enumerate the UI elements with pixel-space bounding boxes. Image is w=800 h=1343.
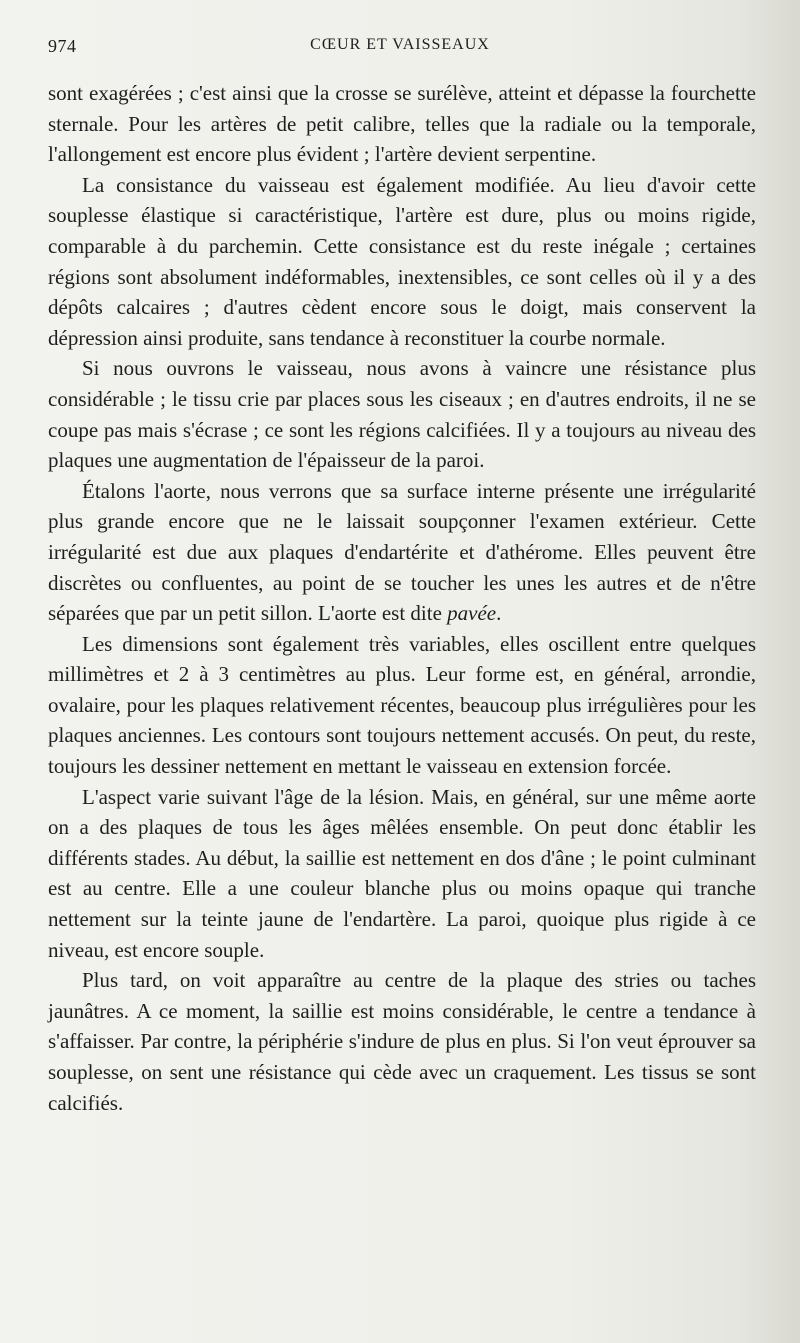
paragraph: La consistance du vaisseau est également modifiée. Au lieu d'avoir cette souplesse élastique si caractéristique, l'artère est dure, plus ou moins rigide, comparable à du parchemin. Cette consistance est du reste inégale ; certaines régions sont absolument indéformables, inextensibles, ce sont celles où il y a des dépôts calcaires ; d'autres cèdent encore sous le doigt, mais conservent la dépression ainsi produite, sans tendance à reconstituer la courbe normale. <box>48 172 756 350</box>
page-number: 974 <box>48 36 77 56</box>
page-header <box>48 36 752 62</box>
paragraph: Les dimensions sont également très variables, elles oscillent entre quelques millimètres et 2 à 3 centimètres au plus. Leur forme est, en général, arrondie, ovalaire, pour les plaques relativement récentes, beaucoup plus irrégulières pour les plaques anciennes. Les contours sont toujours nettement accusés. On peut, du reste, toujours les dessiner nettement en mettant le vaisseau en extension forcée. <box>48 631 756 779</box>
body-text <box>48 78 756 1118</box>
running-title: CŒUR ET VAISSEAUX <box>310 36 490 53</box>
paragraph: Plus tard, on voit apparaître au centre de la plaque des stries ou taches jaunâtres. A ce moment, la saillie est moins considérable, le centre a tendance à s'affaisser. Par contre, la périphérie s'indure de plus en plus. Si l'on veut éprouver sa souplesse, on sent une résistance qui cède avec un craquement. Les tissus se sont calcifiés. <box>48 968 756 1115</box>
italic-term: pavée <box>447 601 497 626</box>
paragraph: sont exagérées ; c'est ainsi que la crosse se surélève, atteint et dépasse la fourchette sternale. Pour les artères de petit calibre, telles que la radiale ou la temporale, l'allongement est encore plus évident ; l'artère devient serpentine. <box>48 81 756 167</box>
paragraph: Si nous ouvrons le vaisseau, nous avons à vaincre une résistance plus considérable ; le tissu crie par places sous les ciseaux ; en d'autres endroits, il ne se coupe pas mais s'écrase ; ce sont les régions calcifiées. Il y a toujours au niveau des plaques une augmentation de l'épaisseur de la paroi. <box>48 356 756 473</box>
paragraph <box>48 476 756 629</box>
paragraph: L'aspect varie suivant l'âge de la lésion. Mais, en général, sur une même aorte on a des plaques de tous les âges mêlées ensemble. On peut donc établir les différents stades. Au début, la saillie est nettement en dos d'âne ; le point culminant est au centre. Elle a une couleur blanche plus ou moins opaque qui tranche nettement sur la teinte jaune de l'endartère. La paroi, quoique plus rigide à ce niveau, est encore souple. <box>48 784 756 962</box>
paragraph-text-end: . <box>496 601 502 626</box>
paragraph-text: Étalons l'aorte, nous verrons que sa surface interne présente une irrégularité plus grande encore que ne le laissait soupçonner l'examen extérieur. Cette irrégularité est due aux plaques d'endartérite et d'athérome. Elles peuvent être discrètes ou confluentes, au point de se toucher les unes les autres et de n'être séparées que par un petit sillon. L'aorte est dite <box>48 478 756 626</box>
